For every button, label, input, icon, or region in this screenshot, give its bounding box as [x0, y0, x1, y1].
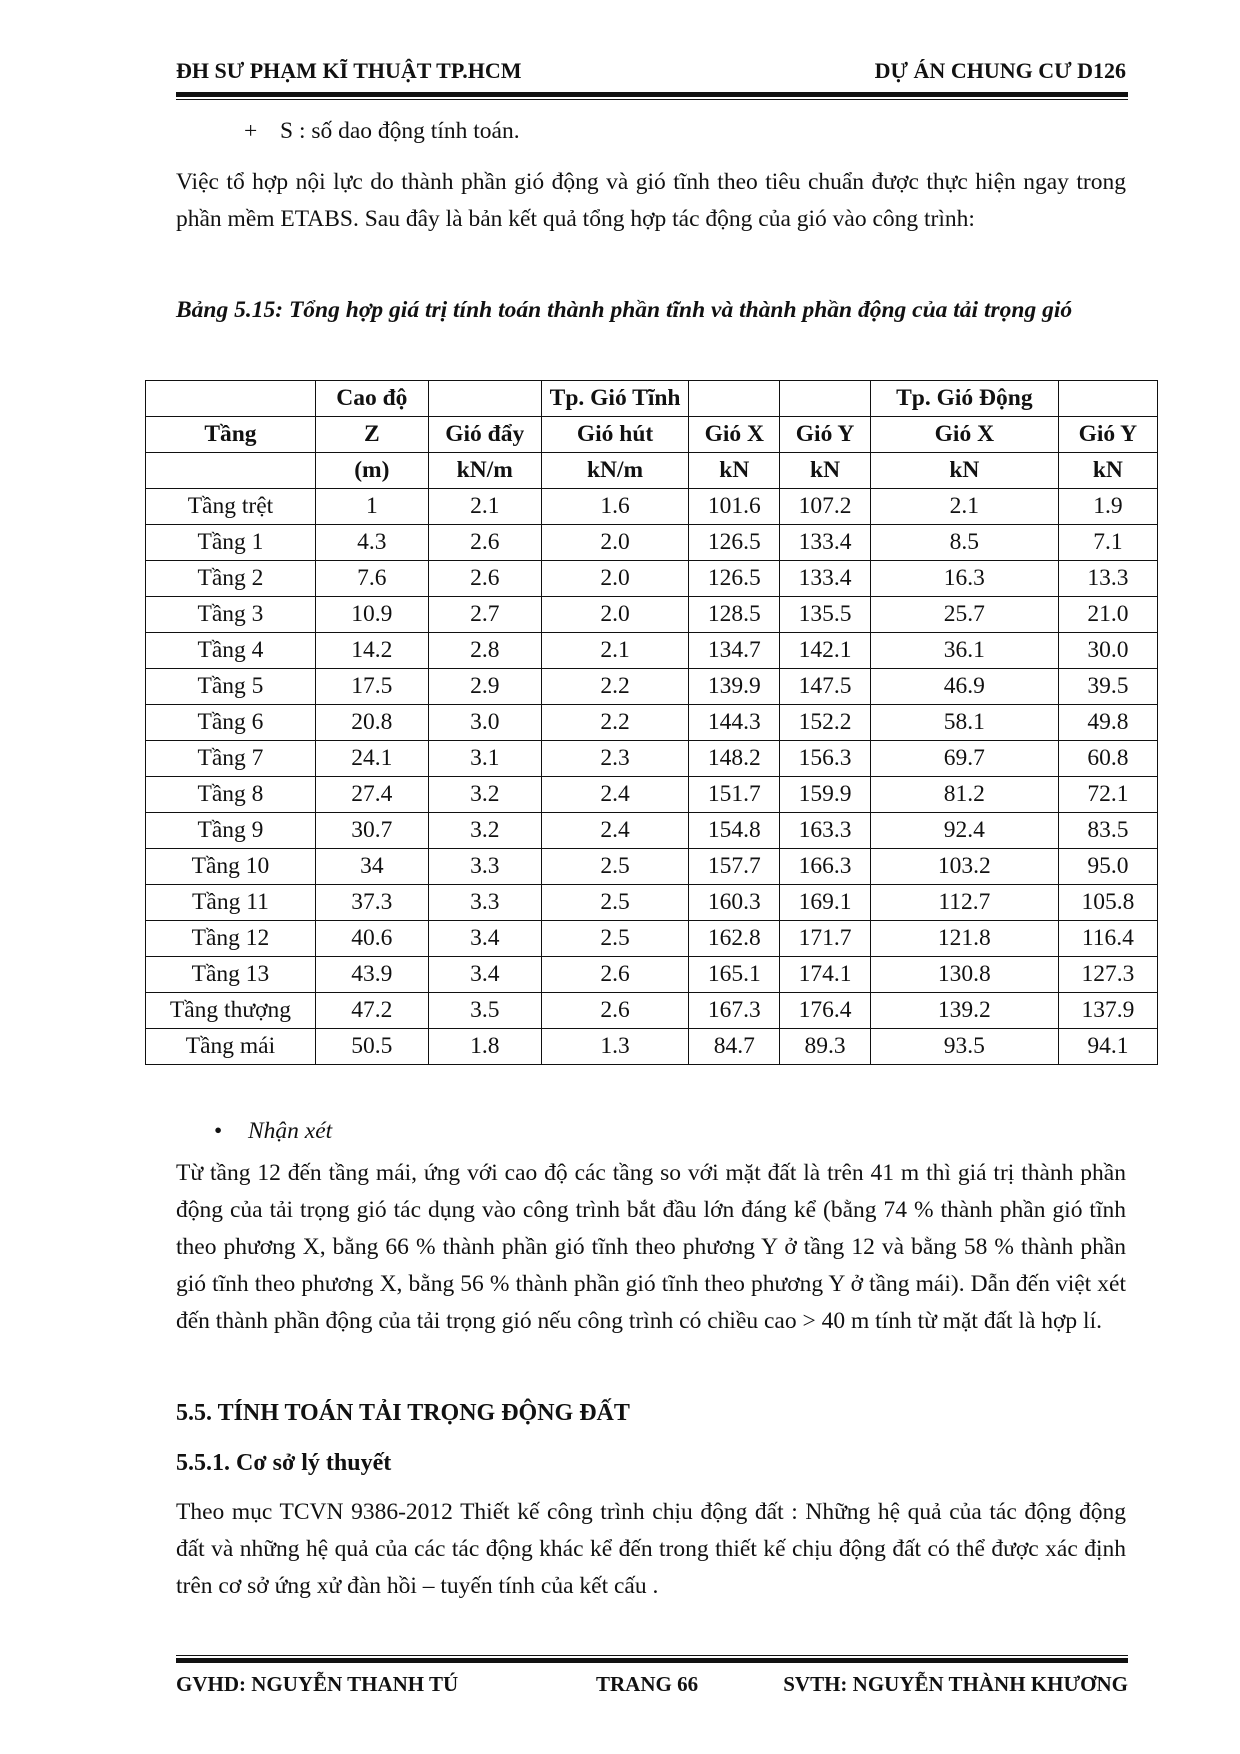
table-floor-cell: Tầng 4: [146, 633, 316, 669]
table-value-cell: 162.8: [689, 921, 780, 957]
table-value-cell: 30.0: [1058, 633, 1157, 669]
section-heading-5-5: 5.5. TÍNH TOÁN TẢI TRỌNG ĐỘNG ĐẤT: [176, 1400, 630, 1426]
table-header-cell: Tp. Gió Tĩnh: [541, 381, 689, 417]
bullet-s-definition: [244, 118, 520, 145]
table-caption: Bảng 5.15: Tổng hợp giá trị tính toán thành phần tĩnh và thành phần động của tải trọng gió: [176, 297, 1073, 323]
table-value-cell: 127.3: [1058, 957, 1157, 993]
intro-paragraph: Việc tổ hợp nội lực do thành phần gió động và gió tĩnh theo tiêu chuẩn được thực hiện ngay trong phần mềm ETABS. Sau đây là bản kết quả tổng hợp tác động của gió vào công trình:: [176, 169, 1126, 232]
table-value-cell: 2.5: [541, 885, 689, 921]
table-header-cell: Tp. Gió Động: [870, 381, 1058, 417]
table-header-cell: kN/m: [541, 453, 689, 489]
table-value-cell: 103.2: [870, 849, 1058, 885]
table-value-cell: 84.7: [689, 1029, 780, 1065]
table-row: [146, 993, 1158, 1029]
table-header-cell: kN: [780, 453, 871, 489]
footer-page-number: TRANG 66: [596, 1672, 699, 1696]
table-value-cell: 2.1: [870, 489, 1058, 525]
table-value-cell: 69.7: [870, 741, 1058, 777]
table-value-cell: 171.7: [780, 921, 871, 957]
table-value-cell: 21.0: [1058, 597, 1157, 633]
table-header-cell: Gió đẩy: [428, 417, 541, 453]
table-value-cell: 1.3: [541, 1029, 689, 1065]
table-value-cell: 2.6: [428, 561, 541, 597]
table-value-cell: 2.6: [541, 957, 689, 993]
table-value-cell: 3.2: [428, 813, 541, 849]
table-value-cell: 2.2: [541, 705, 689, 741]
table-value-cell: 128.5: [689, 597, 780, 633]
table-value-cell: 4.3: [315, 525, 428, 561]
table-value-cell: 134.7: [689, 633, 780, 669]
table-row: [146, 705, 1158, 741]
table-value-cell: 81.2: [870, 777, 1058, 813]
table-value-cell: 147.5: [780, 669, 871, 705]
table-value-cell: 133.4: [780, 561, 871, 597]
table-header-cell: Gió Y: [1058, 417, 1157, 453]
table-value-cell: 163.3: [780, 813, 871, 849]
table-header-cell: Gió Y: [780, 417, 871, 453]
table-value-cell: 2.0: [541, 597, 689, 633]
header-rule-thick: [176, 92, 1128, 97]
table-value-cell: 105.8: [1058, 885, 1157, 921]
table-value-cell: 139.2: [870, 993, 1058, 1029]
table-value-cell: 40.6: [315, 921, 428, 957]
table-value-cell: 166.3: [780, 849, 871, 885]
table-value-cell: 116.4: [1058, 921, 1157, 957]
table-value-cell: 2.4: [541, 813, 689, 849]
header-rule-thin: [176, 99, 1128, 100]
table-header-cell: [146, 381, 316, 417]
table-header-cell: kN: [689, 453, 780, 489]
table-value-cell: 160.3: [689, 885, 780, 921]
table-value-cell: 93.5: [870, 1029, 1058, 1065]
table-header-cell: kN: [1058, 453, 1157, 489]
table-value-cell: 2.1: [541, 633, 689, 669]
table-value-cell: 27.4: [315, 777, 428, 813]
table-value-cell: 130.8: [870, 957, 1058, 993]
table-row: [146, 921, 1158, 957]
table-value-cell: 2.0: [541, 525, 689, 561]
table-value-cell: 3.1: [428, 741, 541, 777]
table-value-cell: 139.9: [689, 669, 780, 705]
header-project: DỰ ÁN CHUNG CƯ D126: [874, 58, 1126, 83]
table-value-cell: 2.7: [428, 597, 541, 633]
table-floor-cell: Tầng 3: [146, 597, 316, 633]
table-value-cell: 7.1: [1058, 525, 1157, 561]
table-value-cell: 95.0: [1058, 849, 1157, 885]
remark-paragraph: Từ tầng 12 đến tầng mái, ứng với cao độ các tầng so với mặt đất là trên 41 m thì giá trị thành phần động của tải trọng gió tác dụng vào công trình bắt đầu lớn đáng kể (bằng 74 % thành phần gió tĩnh theo phương X, bằng 66 % thành phần gió tĩnh theo phương Y ở tầng 12 và bằng 58 % thành phần gió tĩnh theo phương X, bằng 56 % thành phần gió tĩnh theo phương Y ở tầng mái). Dẫn đến việt xét đến thành phần động của tải trọng gió nếu công trình có chiều cao > 40 m tính từ mặt đất là hợp lí.: [176, 1160, 1126, 1334]
table-value-cell: 152.2: [780, 705, 871, 741]
plus-bullet-icon: +: [244, 118, 258, 144]
table-value-cell: 2.8: [428, 633, 541, 669]
table-floor-cell: Tầng 1: [146, 525, 316, 561]
table-value-cell: 83.5: [1058, 813, 1157, 849]
table-row: [146, 597, 1158, 633]
table-value-cell: 107.2: [780, 489, 871, 525]
table-value-cell: 25.7: [870, 597, 1058, 633]
table-floor-cell: Tầng 11: [146, 885, 316, 921]
table-floor-cell: Tầng trệt: [146, 489, 316, 525]
table-header-cell: Cao độ: [315, 381, 428, 417]
table-floor-cell: Tầng mái: [146, 1029, 316, 1065]
table-row: [146, 489, 1158, 525]
table-value-cell: 10.9: [315, 597, 428, 633]
table-row: [146, 741, 1158, 777]
table-floor-cell: Tầng 7: [146, 741, 316, 777]
table-header-row: [146, 417, 1158, 453]
table-floor-cell: Tầng 12: [146, 921, 316, 957]
table-value-cell: 3.2: [428, 777, 541, 813]
table-value-cell: 135.5: [780, 597, 871, 633]
table-value-cell: 20.8: [315, 705, 428, 741]
table-header-cell: [428, 381, 541, 417]
section-heading-5-5-1: 5.5.1. Cơ sở lý thuyết: [176, 1450, 392, 1476]
table-floor-cell: Tầng 2: [146, 561, 316, 597]
table-row: [146, 633, 1158, 669]
table-value-cell: 101.6: [689, 489, 780, 525]
table-value-cell: 2.2: [541, 669, 689, 705]
table-value-cell: 2.5: [541, 849, 689, 885]
table-value-cell: 1.8: [428, 1029, 541, 1065]
table-value-cell: 2.0: [541, 561, 689, 597]
table-value-cell: 112.7: [870, 885, 1058, 921]
table-value-cell: 2.1: [428, 489, 541, 525]
table-row: [146, 561, 1158, 597]
table-value-cell: 43.9: [315, 957, 428, 993]
table-value-cell: 50.5: [315, 1029, 428, 1065]
table-header-cell: Z: [315, 417, 428, 453]
table-floor-cell: Tầng 10: [146, 849, 316, 885]
footer-student: SVTH: NGUYỄN THÀNH KHƯƠNG: [783, 1672, 1128, 1696]
table-value-cell: 126.5: [689, 525, 780, 561]
table-value-cell: 24.1: [315, 741, 428, 777]
table-value-cell: 2.9: [428, 669, 541, 705]
table-value-cell: 94.1: [1058, 1029, 1157, 1065]
table-value-cell: 1: [315, 489, 428, 525]
table-value-cell: 16.3: [870, 561, 1058, 597]
table-value-cell: 72.1: [1058, 777, 1157, 813]
table-value-cell: 137.9: [1058, 993, 1157, 1029]
table-value-cell: 47.2: [315, 993, 428, 1029]
table-value-cell: 58.1: [870, 705, 1058, 741]
theory-paragraph: Theo mục TCVN 9386-2012 Thiết kế công trình chịu động đất : Những hệ quả của tác động động đất và những hệ quả của các tác động khác kể đến trong thiết kế chịu động đất có thể được xác định trên cơ sở ứng xử đàn hồi – tuyến tính của kết cấu .: [176, 1499, 1126, 1599]
table-floor-cell: Tầng 5: [146, 669, 316, 705]
table-header-cell: [1058, 381, 1157, 417]
table-row: [146, 885, 1158, 921]
table-value-cell: 37.3: [315, 885, 428, 921]
page-header: [176, 58, 1126, 86]
table-value-cell: 2.6: [428, 525, 541, 561]
table-value-cell: 1.9: [1058, 489, 1157, 525]
table-value-cell: 2.6: [541, 993, 689, 1029]
table-value-cell: 17.5: [315, 669, 428, 705]
table-value-cell: 3.4: [428, 957, 541, 993]
table-header-cell: kN: [870, 453, 1058, 489]
table-value-cell: 13.3: [1058, 561, 1157, 597]
table-value-cell: 167.3: [689, 993, 780, 1029]
table-floor-cell: Tầng 13: [146, 957, 316, 993]
table-value-cell: 3.0: [428, 705, 541, 741]
table-row: [146, 813, 1158, 849]
table-value-cell: 14.2: [315, 633, 428, 669]
table-value-cell: 34: [315, 849, 428, 885]
table-row: [146, 957, 1158, 993]
footer-supervisor: GVHD: NGUYỄN THANH TÚ: [176, 1672, 459, 1696]
table-header-cell: [780, 381, 871, 417]
table-floor-cell: Tầng 9: [146, 813, 316, 849]
bullet-s-text: S : số dao động tính toán.: [280, 118, 520, 144]
table-value-cell: 121.8: [870, 921, 1058, 957]
table-value-cell: 60.8: [1058, 741, 1157, 777]
table-row: [146, 525, 1158, 561]
table-value-cell: 2.3: [541, 741, 689, 777]
table-value-cell: 142.1: [780, 633, 871, 669]
table-value-cell: 156.3: [780, 741, 871, 777]
table-value-cell: 3.5: [428, 993, 541, 1029]
table-value-cell: 3.4: [428, 921, 541, 957]
table-header-row: [146, 381, 1158, 417]
table-value-cell: 92.4: [870, 813, 1058, 849]
table-value-cell: 169.1: [780, 885, 871, 921]
table-header-cell: Gió X: [689, 417, 780, 453]
table-value-cell: 159.9: [780, 777, 871, 813]
table-value-cell: 3.3: [428, 849, 541, 885]
table-header-cell: [689, 381, 780, 417]
table-header-cell: Gió X: [870, 417, 1058, 453]
table-floor-cell: Tầng thượng: [146, 993, 316, 1029]
table-floor-cell: Tầng 6: [146, 705, 316, 741]
table-value-cell: 165.1: [689, 957, 780, 993]
table-value-cell: 1.6: [541, 489, 689, 525]
remark-heading: [214, 1118, 332, 1145]
header-university: ĐH SƯ PHẠM KĨ THUẬT TP.HCM: [176, 58, 522, 83]
table-value-cell: 8.5: [870, 525, 1058, 561]
table-value-cell: 148.2: [689, 741, 780, 777]
table-row: [146, 777, 1158, 813]
table-row: [146, 1029, 1158, 1065]
bullet-dot-icon: •: [214, 1118, 223, 1144]
table-value-cell: 2.4: [541, 777, 689, 813]
remark-title: Nhận xét: [248, 1118, 333, 1144]
table-value-cell: 36.1: [870, 633, 1058, 669]
table-row: [146, 849, 1158, 885]
table-header-cell: kN/m: [428, 453, 541, 489]
table-value-cell: 126.5: [689, 561, 780, 597]
table-row: [146, 669, 1158, 705]
table-value-cell: 154.8: [689, 813, 780, 849]
table-value-cell: 30.7: [315, 813, 428, 849]
table-value-cell: 2.5: [541, 921, 689, 957]
footer-rule-thin: [176, 1655, 1128, 1656]
table-header-cell: (m): [315, 453, 428, 489]
footer-rule-thick: [176, 1658, 1128, 1663]
table-header-cell: Gió hút: [541, 417, 689, 453]
wind-load-table: [145, 380, 1158, 1065]
table-header-cell: Tầng: [146, 417, 316, 453]
table-value-cell: 176.4: [780, 993, 871, 1029]
table-value-cell: 46.9: [870, 669, 1058, 705]
table-value-cell: 157.7: [689, 849, 780, 885]
table-value-cell: 3.3: [428, 885, 541, 921]
table-value-cell: 89.3: [780, 1029, 871, 1065]
table-value-cell: 39.5: [1058, 669, 1157, 705]
table-floor-cell: Tầng 8: [146, 777, 316, 813]
table-value-cell: 174.1: [780, 957, 871, 993]
table-header-cell: [146, 453, 316, 489]
table-value-cell: 49.8: [1058, 705, 1157, 741]
table-value-cell: 144.3: [689, 705, 780, 741]
table-value-cell: 7.6: [315, 561, 428, 597]
table-header-row: [146, 453, 1158, 489]
table-value-cell: 151.7: [689, 777, 780, 813]
table-value-cell: 133.4: [780, 525, 871, 561]
